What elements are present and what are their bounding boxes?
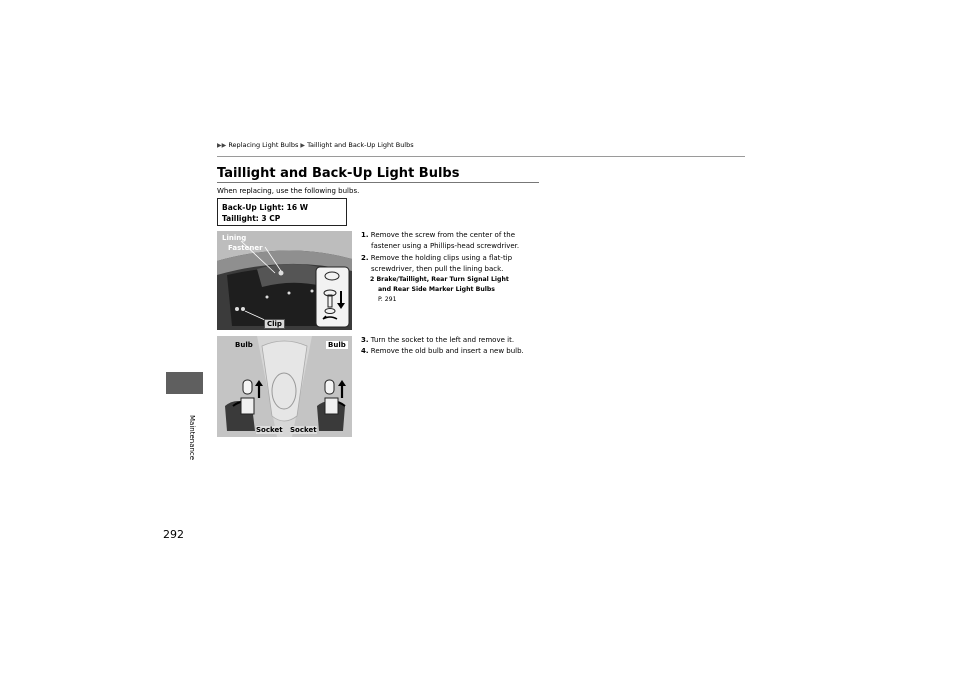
spec-backup-light: Back-Up Light: 16 W — [222, 203, 308, 212]
intro-text: When replacing, use the following bulbs. — [217, 187, 360, 195]
step-number: 2. — [361, 254, 369, 262]
lining-callout: Lining — [222, 234, 247, 242]
page-title: Taillight and Back-Up Light Bulbs — [217, 166, 460, 181]
fastener-callout: Fastener — [228, 244, 263, 252]
step-4 — [361, 346, 524, 357]
socket-right-callout: Socket — [290, 426, 317, 434]
bulb-right-callout: Bulb — [328, 341, 346, 349]
breadcrumb — [217, 141, 414, 149]
header-rule — [217, 156, 745, 157]
step-3 — [361, 335, 514, 346]
socket-left-callout: Socket — [256, 426, 283, 434]
bulb-left-callout: Bulb — [235, 341, 253, 349]
cross-reference[interactable] — [370, 275, 509, 305]
bulb-socket-figure — [217, 336, 352, 437]
step-number: 4. — [361, 347, 369, 355]
breadcrumb-item-2[interactable]: Taillight and Back-Up Light Bulbs — [307, 141, 414, 149]
section-tab-marker — [166, 372, 203, 394]
clip-callout: Clip — [264, 319, 285, 329]
bulb-spec-box — [217, 198, 347, 226]
xref-title-line1[interactable]: Brake/Taillight, Rear Turn Signal Light — [376, 276, 509, 283]
bulb-socket-illustration — [217, 336, 352, 437]
xref-title-line2[interactable]: and Rear Side Marker Light Bulbs — [378, 286, 495, 293]
page-number: 292 — [163, 528, 184, 541]
step-text: Remove the old bulb and insert a new bulb. — [370, 347, 524, 355]
step-2 — [361, 253, 512, 275]
xref-page[interactable]: P. 291 — [378, 296, 397, 303]
spec-taillight: Taillight: 3 CP — [222, 214, 281, 223]
breadcrumb-item-1[interactable]: Replacing Light Bulbs — [228, 141, 299, 149]
title-rule — [217, 182, 539, 183]
step-text: Remove the screw from the center of the — [370, 231, 516, 239]
reference-arrow-icon: 2 — [370, 276, 375, 283]
step-number: 3. — [361, 336, 369, 344]
step-text: Remove the holding clips using a flat-tip — [370, 254, 513, 262]
step-number: 1. — [361, 231, 369, 239]
section-tab-label: Maintenance — [188, 415, 196, 461]
step-text: screwdriver, then pull the lining back. — [371, 265, 504, 273]
triangle-right-icon: ▶ — [300, 142, 306, 149]
step-1 — [361, 230, 519, 252]
step-text: Turn the socket to the left and remove it. — [370, 336, 515, 344]
step-text: fastener using a Phillips-head screwdriver. — [371, 242, 520, 250]
triangle-right-icon: ▶▶ — [217, 142, 227, 149]
